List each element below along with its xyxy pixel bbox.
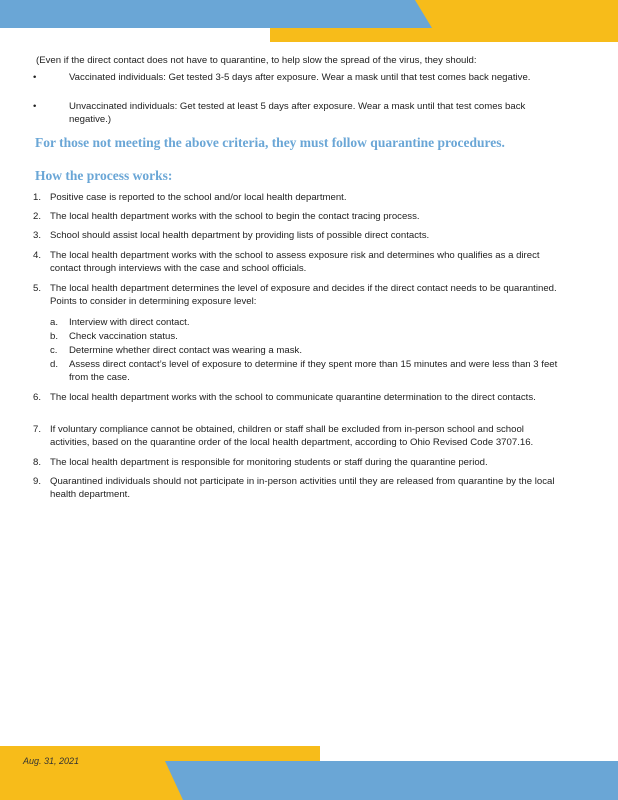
list-item bbox=[33, 101, 553, 126]
header-blue-band bbox=[0, 0, 432, 28]
sub-list-item bbox=[50, 359, 560, 384]
list-item bbox=[33, 283, 558, 308]
step-text: If voluntary compliance cannot be obtained, children or staff shall be excluded from in-person school and school activities, based on the quarantine order of the local health department, according to Ohio Revised Code 3707.16. bbox=[50, 424, 534, 448]
substep-text: Determine whether direct contact was wearing a mask. bbox=[69, 345, 303, 356]
list-item bbox=[33, 72, 553, 85]
step-number: 1. bbox=[33, 192, 42, 203]
step-text: Positive case is reported to the school and/or local health department. bbox=[50, 192, 347, 203]
step-text: The local health department is responsible for monitoring students or staff during the quarantine period. bbox=[50, 457, 488, 468]
sub-list-item bbox=[50, 317, 560, 330]
substep-letter: c. bbox=[50, 345, 58, 356]
list-item bbox=[33, 457, 558, 470]
bullet-text: Vaccinated individuals: Get tested 3-5 days after exposure. Wear a mask until that test comes back negative. bbox=[69, 72, 531, 83]
substep-letter: b. bbox=[50, 331, 59, 342]
intro-text: (Even if the direct contact does not have to quarantine, to help slow the spread of the virus, they should: bbox=[36, 55, 477, 66]
step-number: 3. bbox=[33, 230, 42, 241]
bullet-marker: • bbox=[33, 101, 37, 112]
substep-text: Assess direct contact’s level of exposure to determine if they spent more than 15 minutes and were less than 3 feet from the case. bbox=[69, 359, 558, 383]
substep-letter: d. bbox=[50, 359, 59, 370]
bullet-marker: • bbox=[33, 72, 37, 83]
sub-list-item bbox=[50, 345, 560, 358]
step-number: 4. bbox=[33, 250, 42, 261]
list-item bbox=[33, 230, 558, 243]
step-text: The local health department works with the school to begin the contact tracing process. bbox=[50, 211, 420, 222]
step-text: Quarantined individuals should not participate in in-person activities until they are released from quarantine by the local health department. bbox=[50, 476, 555, 500]
step-number: 9. bbox=[33, 476, 42, 487]
footer-blue-band bbox=[165, 761, 618, 800]
list-item bbox=[33, 250, 558, 275]
list-item bbox=[33, 392, 558, 405]
substep-text: Check vaccination status. bbox=[69, 331, 178, 342]
step-text: The local health department determines the level of exposure and decides if the direct contact needs to be quarantined. Points to consider in determining exposure level: bbox=[50, 283, 557, 307]
list-item bbox=[33, 424, 558, 449]
step-number: 6. bbox=[33, 392, 42, 403]
list-item bbox=[33, 192, 558, 205]
process-heading: How the process works: bbox=[35, 168, 173, 183]
bullet-text: Unvaccinated individuals: Get tested at least 5 days after exposure. Wear a mask until that test comes back negative.) bbox=[69, 101, 526, 125]
substep-letter: a. bbox=[50, 317, 59, 328]
criteria-heading: For those not meeting the above criteria, they must follow quarantine procedures. bbox=[35, 135, 505, 150]
sub-list-item bbox=[50, 331, 560, 344]
footer-date: Aug. 31, 2021 bbox=[23, 756, 80, 766]
list-item bbox=[33, 211, 558, 224]
substep-text: Interview with direct contact. bbox=[69, 317, 190, 328]
step-text: The local health department works with the school to assess exposure risk and determines who qualifies as a direct contact through interviews with the case and school officials. bbox=[50, 250, 540, 274]
list-item bbox=[33, 476, 558, 501]
step-text: The local health department works with the school to communicate quarantine determination to the direct contacts. bbox=[50, 392, 536, 403]
step-number: 5. bbox=[33, 283, 42, 294]
step-text: School should assist local health department by providing lists of possible direct contacts. bbox=[50, 230, 430, 241]
step-number: 8. bbox=[33, 457, 42, 468]
step-number: 7. bbox=[33, 424, 42, 435]
step-number: 2. bbox=[33, 211, 42, 222]
